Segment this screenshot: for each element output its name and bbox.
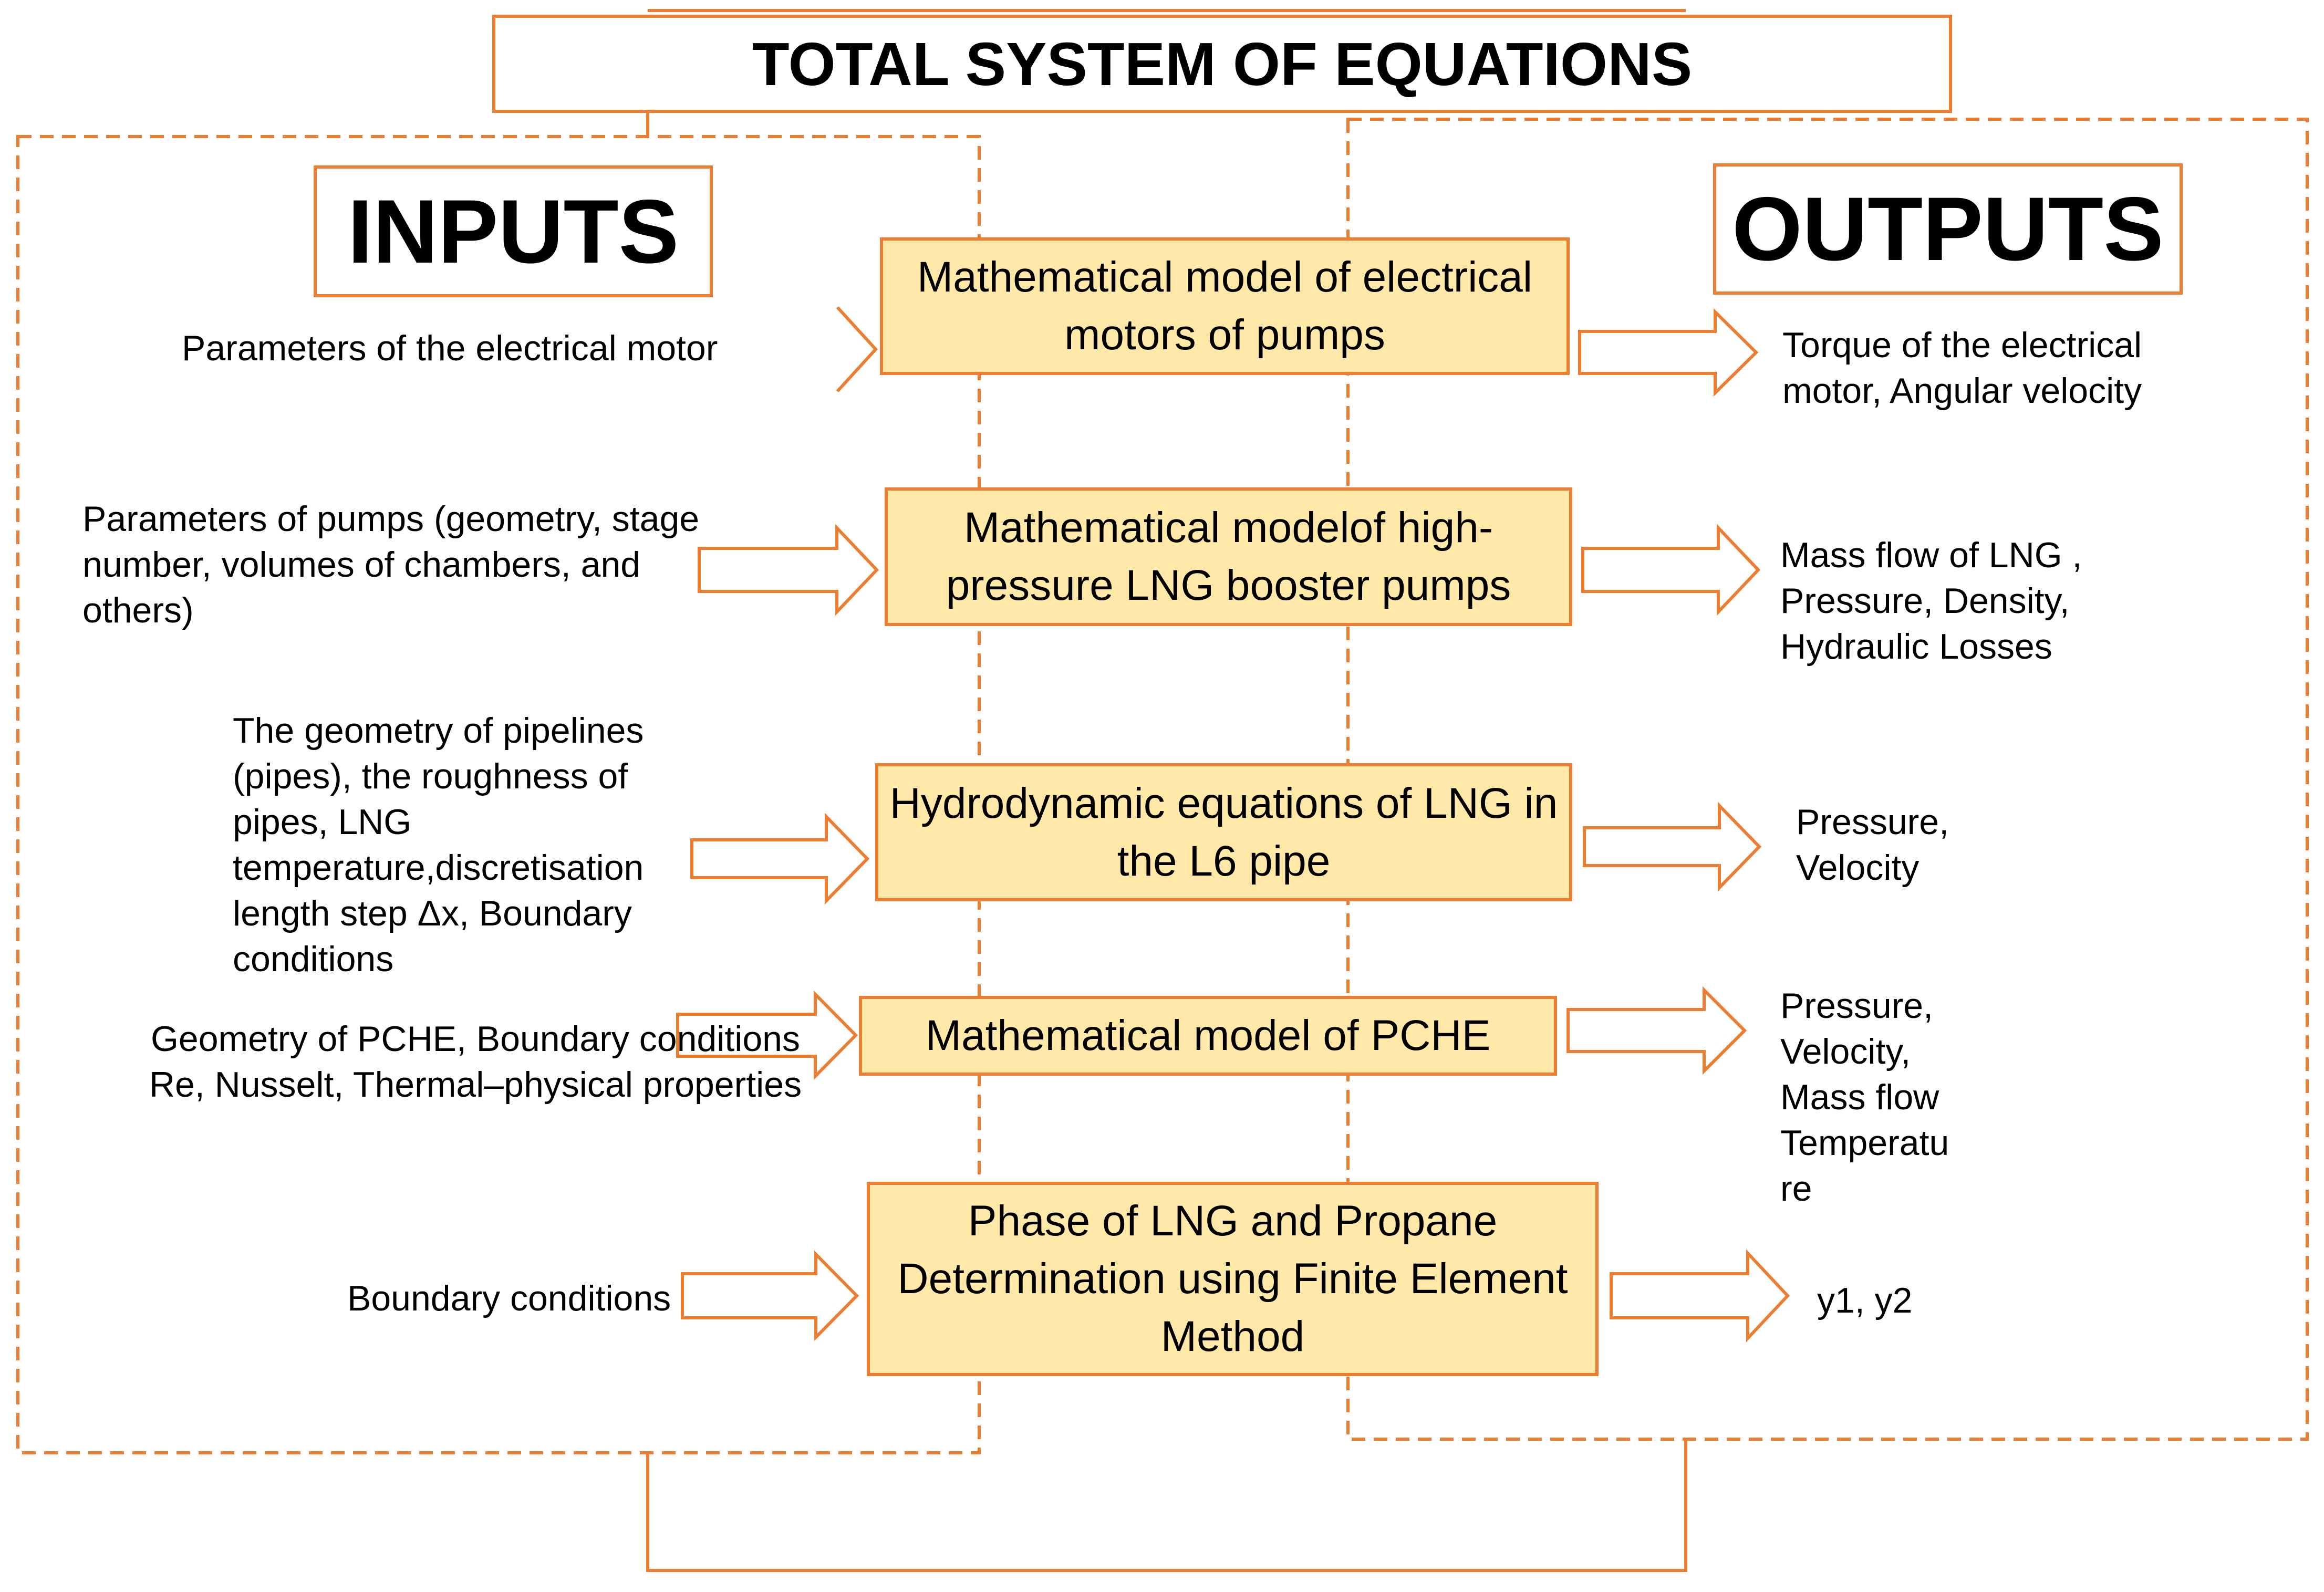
model-electrical-motors: Mathematical model of electrical motors of pumps — [880, 237, 1570, 375]
output-mass-flow-pressure: Mass flow of LNG , Pressure, Density, Hydraulic Losses — [1780, 535, 2082, 667]
arrow-output-2 — [1583, 528, 1758, 612]
page-title: TOTAL SYSTEM OF EQUATIONS — [492, 15, 1952, 113]
input-pump-params: Parameters of pumps (geometry, stage number, volumes of chambers, and others) — [82, 499, 700, 630]
feedback-loop-line-bottom — [648, 1439, 1686, 1570]
input-pipeline-params: The geometry of pipelines (pipes), the roughness of pipes, LNG temperature,discretisation length step Δx, Boundary conditions — [233, 711, 644, 979]
output-torque-angular-velocity: Torque of the electrical motor, Angular velocity — [1782, 325, 2142, 411]
model-pche: Mathematical model of PCHE — [859, 996, 1557, 1076]
input-electrical-motor-params: Parameters of the electrical motor — [182, 328, 718, 368]
arrow-input-5 — [682, 1254, 857, 1337]
arrow-input-1 — [837, 307, 876, 391]
input-pche-params: Geometry of PCHE, Boundary conditions Re, Nusselt, Thermal–physical properties — [149, 1019, 802, 1105]
model-phase-determination: Phase of LNG and Propane Determination using Finite Element Method — [867, 1182, 1599, 1376]
model-booster-pumps: Mathematical modelof high-pressure LNG booster pumps — [885, 487, 1572, 626]
output-pressure-velocity: Pressure, Velocity — [1796, 802, 1949, 888]
output-y1-y2: y1, y2 — [1817, 1281, 1913, 1320]
output-pche-results: Pressure, Velocity, Mass flow Temperatu re — [1780, 986, 1949, 1209]
input-boundary-conditions: Boundary conditions — [347, 1278, 671, 1318]
arrow-output-3 — [1584, 806, 1759, 888]
arrow-output-1 — [1580, 312, 1756, 393]
arrow-output-4 — [1568, 990, 1745, 1071]
arrow-input-3 — [692, 817, 867, 901]
model-hydrodynamic-equations: Hydrodynamic equations of LNG in the L6 pipe — [875, 763, 1572, 901]
inputs-heading: INPUTS — [314, 165, 713, 297]
outputs-heading: OUTPUTS — [1713, 163, 2183, 295]
arrow-output-5 — [1611, 1253, 1788, 1338]
